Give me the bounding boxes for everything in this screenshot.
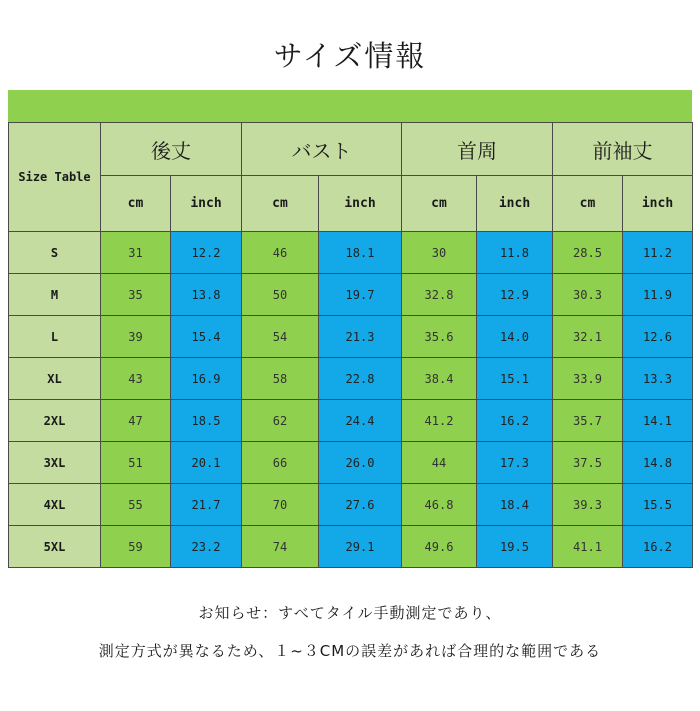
- inch-value-cell: 11.9: [623, 274, 693, 316]
- corner-label: Size Table: [9, 123, 101, 232]
- cm-value-cell: 47: [101, 400, 171, 442]
- cm-value-cell: 58: [242, 358, 319, 400]
- cm-value-cell: 41.1: [553, 526, 623, 568]
- unit-header: cm: [101, 176, 171, 232]
- unit-header: inch: [623, 176, 693, 232]
- unit-header: cm: [402, 176, 477, 232]
- cm-value-cell: 32.1: [553, 316, 623, 358]
- inch-value-cell: 15.4: [171, 316, 242, 358]
- cm-value-cell: 44: [402, 442, 477, 484]
- header-band: [8, 90, 692, 122]
- inch-value-cell: 14.1: [623, 400, 693, 442]
- group-header-back-length: 後丈: [101, 123, 242, 176]
- cm-value-cell: 30.3: [553, 274, 623, 316]
- table-row: [9, 316, 693, 358]
- unit-header: cm: [553, 176, 623, 232]
- cm-value-cell: 39.3: [553, 484, 623, 526]
- size-cell: 4XL: [9, 484, 101, 526]
- inch-value-cell: 21.3: [319, 316, 402, 358]
- group-header-bust: バスト: [242, 123, 402, 176]
- cm-value-cell: 35.6: [402, 316, 477, 358]
- cm-value-cell: 54: [242, 316, 319, 358]
- table-row: [9, 484, 693, 526]
- cm-value-cell: 38.4: [402, 358, 477, 400]
- table-row: [9, 526, 693, 568]
- size-cell: 2XL: [9, 400, 101, 442]
- table-row: [9, 400, 693, 442]
- inch-value-cell: 24.4: [319, 400, 402, 442]
- cm-value-cell: 62: [242, 400, 319, 442]
- cm-value-cell: 35.7: [553, 400, 623, 442]
- note-line-1: お知らせ：すべてタイル手動測定であり、: [198, 604, 502, 622]
- inch-value-cell: 17.3: [477, 442, 553, 484]
- cm-value-cell: 70: [242, 484, 319, 526]
- inch-value-cell: 27.6: [319, 484, 402, 526]
- cm-value-cell: 66: [242, 442, 319, 484]
- inch-value-cell: 22.8: [319, 358, 402, 400]
- cm-value-cell: 32.8: [402, 274, 477, 316]
- cm-value-cell: 51: [101, 442, 171, 484]
- unit-header: inch: [477, 176, 553, 232]
- table-row: [9, 358, 693, 400]
- inch-value-cell: 19.7: [319, 274, 402, 316]
- inch-value-cell: 14.8: [623, 442, 693, 484]
- cm-value-cell: 35: [101, 274, 171, 316]
- size-cell: L: [9, 316, 101, 358]
- cm-value-cell: 46.8: [402, 484, 477, 526]
- size-cell: 3XL: [9, 442, 101, 484]
- cm-value-cell: 39: [101, 316, 171, 358]
- cm-value-cell: 30: [402, 232, 477, 274]
- size-cell: 5XL: [9, 526, 101, 568]
- cm-value-cell: 46: [242, 232, 319, 274]
- inch-value-cell: 26.0: [319, 442, 402, 484]
- size-cell: S: [9, 232, 101, 274]
- unit-header: cm: [242, 176, 319, 232]
- cm-value-cell: 74: [242, 526, 319, 568]
- inch-value-cell: 29.1: [319, 526, 402, 568]
- table-row: [9, 232, 693, 274]
- inch-value-cell: 15.1: [477, 358, 553, 400]
- size-cell: XL: [9, 358, 101, 400]
- group-header-neck: 首周: [402, 123, 553, 176]
- note-line-2: 測定方式が異なるため、１~３CMの誤差があれば合理的な範囲である: [98, 642, 602, 660]
- inch-value-cell: 13.3: [623, 358, 693, 400]
- inch-value-cell: 12.2: [171, 232, 242, 274]
- table-row: [9, 442, 693, 484]
- measurement-notes: [0, 598, 700, 666]
- inch-value-cell: 12.6: [623, 316, 693, 358]
- inch-value-cell: 18.1: [319, 232, 402, 274]
- cm-value-cell: 55: [101, 484, 171, 526]
- inch-value-cell: 14.0: [477, 316, 553, 358]
- cm-value-cell: 59: [101, 526, 171, 568]
- inch-value-cell: 21.7: [171, 484, 242, 526]
- cm-value-cell: 50: [242, 274, 319, 316]
- table-row: [9, 274, 693, 316]
- inch-value-cell: 23.2: [171, 526, 242, 568]
- inch-value-cell: 16.2: [623, 526, 693, 568]
- inch-value-cell: 20.1: [171, 442, 242, 484]
- inch-value-cell: 18.4: [477, 484, 553, 526]
- inch-value-cell: 18.5: [171, 400, 242, 442]
- inch-value-cell: 16.9: [171, 358, 242, 400]
- cm-value-cell: 37.5: [553, 442, 623, 484]
- inch-value-cell: 12.9: [477, 274, 553, 316]
- cm-value-cell: 31: [101, 232, 171, 274]
- cm-value-cell: 49.6: [402, 526, 477, 568]
- cm-value-cell: 33.9: [553, 358, 623, 400]
- group-header-sleeve: 前袖丈: [553, 123, 693, 176]
- unit-header: inch: [171, 176, 242, 232]
- size-cell: M: [9, 274, 101, 316]
- inch-value-cell: 15.5: [623, 484, 693, 526]
- unit-header: inch: [319, 176, 402, 232]
- cm-value-cell: 43: [101, 358, 171, 400]
- cm-value-cell: 28.5: [553, 232, 623, 274]
- inch-value-cell: 11.2: [623, 232, 693, 274]
- inch-value-cell: 11.8: [477, 232, 553, 274]
- page-title: サイズ情報: [273, 39, 427, 73]
- inch-value-cell: 16.2: [477, 400, 553, 442]
- inch-value-cell: 13.8: [171, 274, 242, 316]
- inch-value-cell: 19.5: [477, 526, 553, 568]
- cm-value-cell: 41.2: [402, 400, 477, 442]
- size-table: [8, 122, 693, 568]
